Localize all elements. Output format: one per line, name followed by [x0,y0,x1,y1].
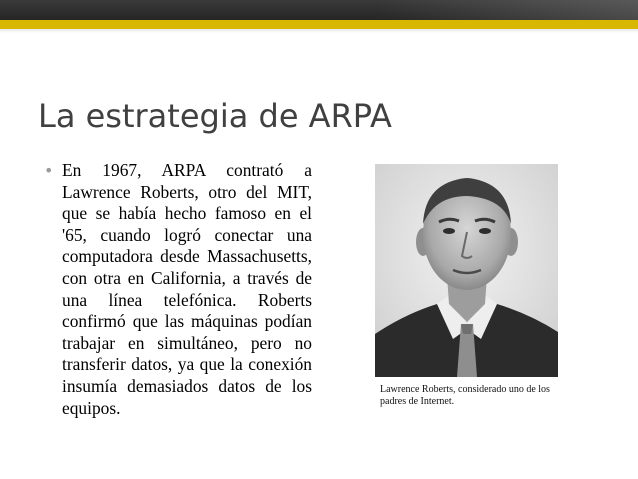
bullet-paragraph: En 1967, ARPA contrató a Lawrence Roberts, otro del MIT, que se había hecho famoso en el '65, cuando logró conectar una computadora desde Massachusetts, con otra en California, a través de una línea telefónica. Roberts confirmó que las máquinas podían trabajar en simultáneo, pero no transferir datos, ya que la conexión insumía demasiados datos de los equipos. [62,160,312,418]
portrait-illustration [375,164,558,377]
top-bar [0,0,638,20]
portrait-photo [375,164,558,377]
slide-title: La estrategia de ARPA [38,97,392,135]
bullet-marker: • [44,161,54,180]
photo-caption: Lawrence Roberts, considerado uno de los padres de Internet. [380,384,550,407]
top-bar-shine [378,0,638,20]
accent-stripe [0,20,638,29]
bullet-body [62,160,312,419]
accent-shadow [0,29,638,33]
